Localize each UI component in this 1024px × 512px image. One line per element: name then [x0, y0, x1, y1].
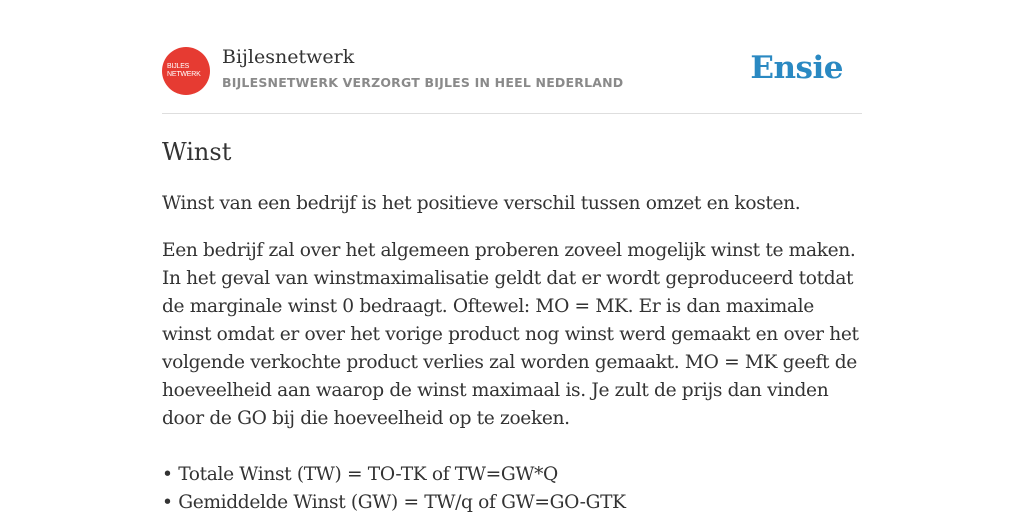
list-item: • Totale Winst (TW) = TO-TK of TW=GW*Q: [162, 461, 626, 489]
list-item: • Gemiddelde Winst (GW) = TW/q of GW=GO-GTK: [162, 489, 626, 512]
article-title: Winst: [162, 138, 232, 166]
header: [162, 0, 862, 114]
author-name[interactable]: Bijlesnetwerk: [222, 46, 355, 68]
author-tagline: BIJLESNETWERK VERZORGT BIJLES IN HEEL NEDERLAND: [222, 75, 624, 90]
author-logo-line1: BIJLES: [167, 63, 190, 70]
ensie-logo[interactable]: Ensie: [750, 50, 843, 86]
article-paragraph-2: Een bedrijf zal over het algemeen proberen zoveel mogelijk winst te maken. In het geval van winstmaximalisatie geldt dat er wordt geproduceerd totdat de marginale winst 0 bedraagt. Oftewel: MO = MK. Er is dan maximale winst omdat er over het vorige product nog winst werd gemaakt en over het volgende verkochte product verlies zal worden gemaakt. MO = MK geeft de hoeveelheid aan waarop de winst maximaal is. Je zult de prijs dan vinden door de GO bij die hoeveelheid op te zoeken.: [162, 240, 859, 429]
article-paragraph-1: Winst van een bedrijf is het positieve verschil tussen omzet en kosten.: [162, 193, 801, 214]
page-container: [162, 0, 862, 512]
author-logo[interactable]: [162, 47, 210, 95]
formula-list: [162, 461, 626, 512]
author-logo-line2: NETWERK: [167, 71, 201, 78]
